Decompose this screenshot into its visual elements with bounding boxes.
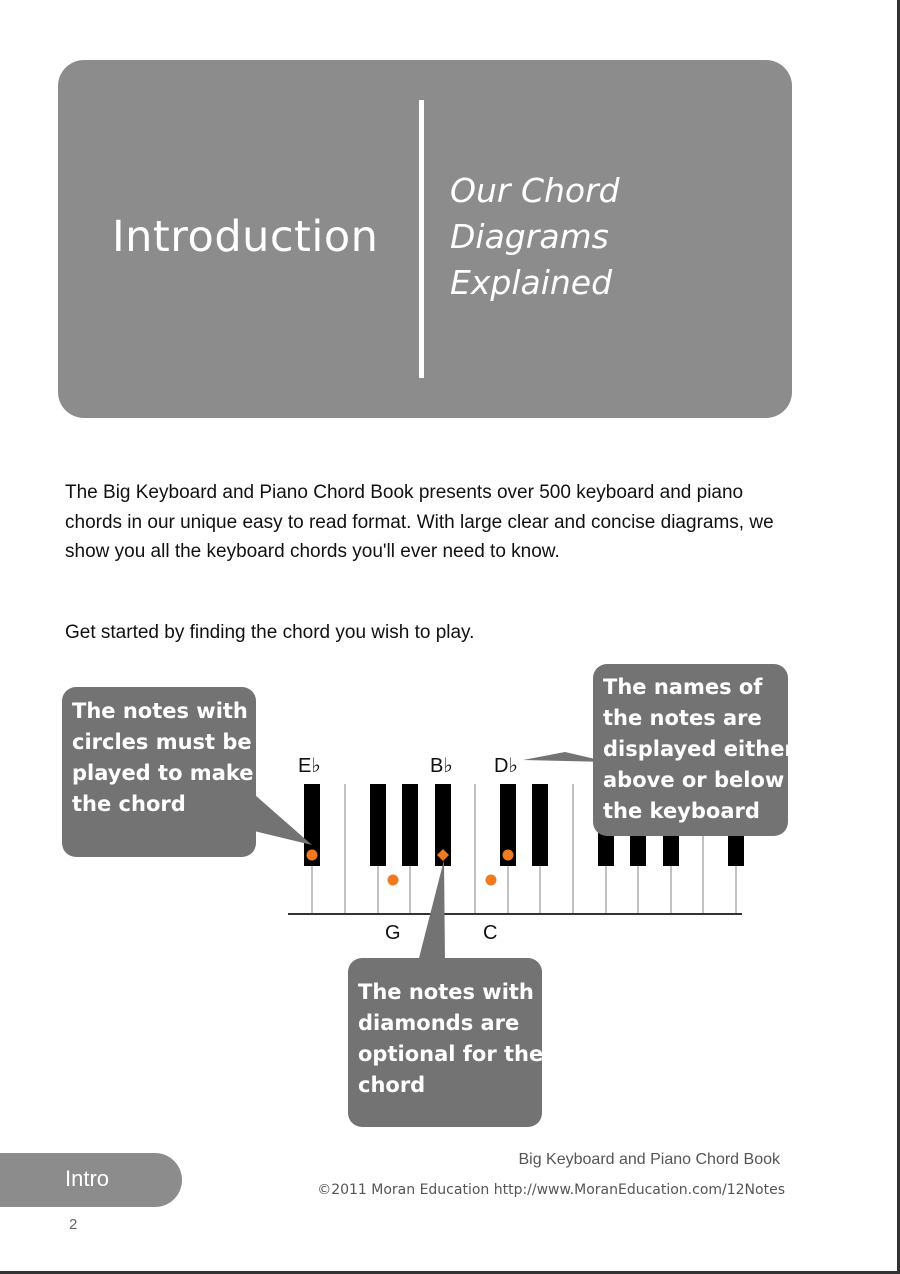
callout-diamonds-pointer (418, 860, 445, 962)
note-circle-marker (307, 850, 318, 861)
callout-note-names (593, 664, 795, 836)
section-tab: Intro (0, 1153, 182, 1207)
callout-line: The notes with (72, 699, 248, 723)
note-label-e-flat: E♭ (298, 755, 321, 777)
black-key (532, 784, 548, 866)
callout-line: played to make (72, 761, 254, 785)
callout-line: circles must be (72, 730, 252, 754)
note-label-d-flat: D♭ (494, 755, 518, 777)
callout-circles (62, 687, 256, 857)
note-circle-marker (503, 850, 514, 861)
note-label-g: G (385, 922, 401, 944)
callout-line: chord (358, 1073, 426, 1097)
subtitle-line: Our Chord (450, 171, 620, 210)
callout-line: displayed either (603, 737, 795, 761)
note-circle-marker (388, 875, 399, 886)
page-number: 2 (69, 1216, 78, 1233)
note-circle-marker (486, 875, 497, 886)
callout-diamonds (348, 958, 542, 1127)
footer-copyright: ©2011 Moran Education http://www.MoranEducation.com/12Notes (317, 1182, 785, 1198)
callout-line: optional for the (358, 1042, 544, 1066)
instruction-text: Get started by finding the chord you wish to play. (65, 622, 475, 643)
callout-line: the keyboard (603, 799, 760, 823)
callout-line: The names of (603, 675, 763, 699)
black-key (370, 784, 386, 866)
intro-paragraph: The Big Keyboard and Piano Chord Book presents over 500 keyboard and piano chords in our unique easy to read format. With large clear and concise diagrams, we show you all the keyboard chords you'll ever need to know. (65, 482, 774, 562)
note-label-b-flat: B♭ (430, 755, 453, 777)
chapter-title: Introduction (112, 212, 379, 262)
black-key (402, 784, 418, 866)
callout-circles-pointer (250, 795, 312, 845)
subtitle-line: Diagrams (450, 217, 609, 256)
callout-line: the chord (72, 792, 186, 816)
callout-line: The notes with (358, 980, 534, 1004)
callout-line: above or below (603, 768, 785, 792)
callout-line: the notes are (603, 706, 762, 730)
footer-book-title: Big Keyboard and Piano Chord Book (518, 1151, 780, 1168)
subtitle-line: Explained (450, 263, 613, 302)
note-label-c: C (483, 922, 498, 944)
callout-line: diamonds are (358, 1011, 520, 1035)
